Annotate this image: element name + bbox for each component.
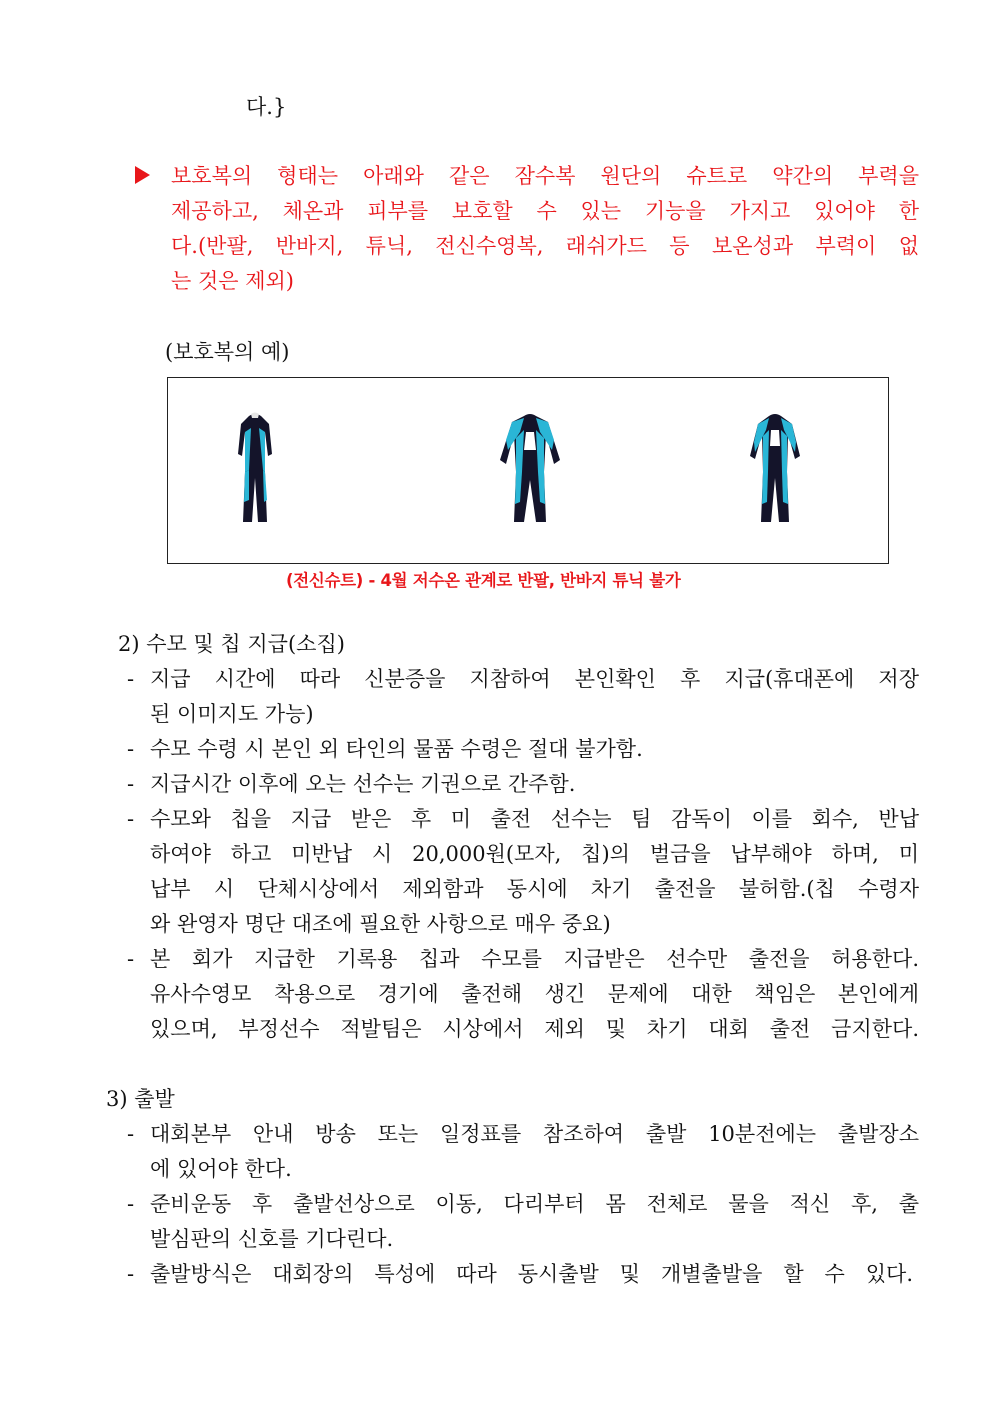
list-item-line: 본 회가 지급한 기록용 칩과 수모를 지급받은 선수만 출전을 허용한다. [150,947,919,971]
list-item-line: 납부 시 단체시상에서 제외함과 동시에 차기 출전을 불허함.(칩 수령자 [150,877,919,901]
list-dash: - [127,807,135,831]
list-item-line: 준비운동 후 출발선상으로 이동, 다리부터 몸 전체로 물을 적신 후, 출 [150,1192,919,1216]
list-dash: - [127,772,135,796]
list-dash: - [127,1262,135,1286]
notice-line-2: 제공하고, 체온과 피부를 보호할 수 있는 기능을 가지고 있어야 한 [171,199,919,223]
list-dash: - [127,737,135,761]
list-dash: - [127,1192,135,1216]
wetsuit-image-1 [225,410,285,525]
list-item-line: 지급시간 이후에 오는 선수는 기권으로 간주함. [150,772,576,796]
list-item-line: 하여야 하고 미반납 시 20,000원(모자, 칩)의 벌금을 납부해야 하며, 미 [150,842,919,866]
list-dash: - [127,667,135,691]
section2-heading: 2) 수모 및 칩 지급(소집) [118,632,345,656]
list-item-line: 된 이미지도 가능) [150,702,314,726]
list-item-line: 출발방식은 대회장의 특성에 따라 동시출발 및 개별출발을 할 수 있다. [150,1262,913,1286]
section3-heading: 3) 출발 [106,1087,175,1111]
list-dash: - [127,947,135,971]
list-item-line: 수모와 칩을 지급 받은 후 미 출전 선수는 팀 감독이 이를 회수, 반납 [150,807,919,831]
list-item-line: 유사수영모 착용으로 경기에 출전해 생긴 문제에 대한 책임은 본인에게 [150,982,919,1006]
list-item-line: 있으며, 부정선수 적발팀은 시상에서 제외 및 차기 대회 출전 금지한다. [150,1017,919,1041]
list-item-line: 발심판의 신호를 기다린다. [150,1227,394,1251]
list-item-line: 대회본부 안내 방송 또는 일정표를 참조하여 출발 10분전에는 출발장소 [150,1122,919,1146]
wetsuit-image-3 [740,410,810,525]
notice-line-1: 보호복의 형태는 아래와 같은 잠수복 원단의 슈트로 약간의 부력을 [171,164,919,188]
list-item-line: 수모 수령 시 본인 외 타인의 물품 수령은 절대 불가함. [150,737,643,761]
figure-label: (보호복의 예) [165,340,290,364]
triangle-bullet-icon [135,166,150,184]
figure-caption: (전신슈트) - 4월 저수온 관계로 반팔, 반바지 튜닉 불가 [286,571,681,590]
list-item-line: 지급 시간에 따라 신분증을 지참하여 본인확인 후 지급(휴대폰에 저장 [150,667,919,691]
notice-line-3: 다.(반팔, 반바지, 튜닉, 전신수영복, 래쉬가드 등 보온성과 부력이 없 [171,234,919,258]
wetsuit-image-2 [490,410,570,525]
continued-text: 다.} [246,95,287,119]
list-item-line: 에 있어야 한다. [150,1157,292,1181]
list-item-line: 와 완영자 명단 대조에 필요한 사항으로 매우 중요) [150,912,611,936]
list-dash: - [127,1122,135,1146]
notice-line-4: 는 것은 제외) [171,269,294,293]
